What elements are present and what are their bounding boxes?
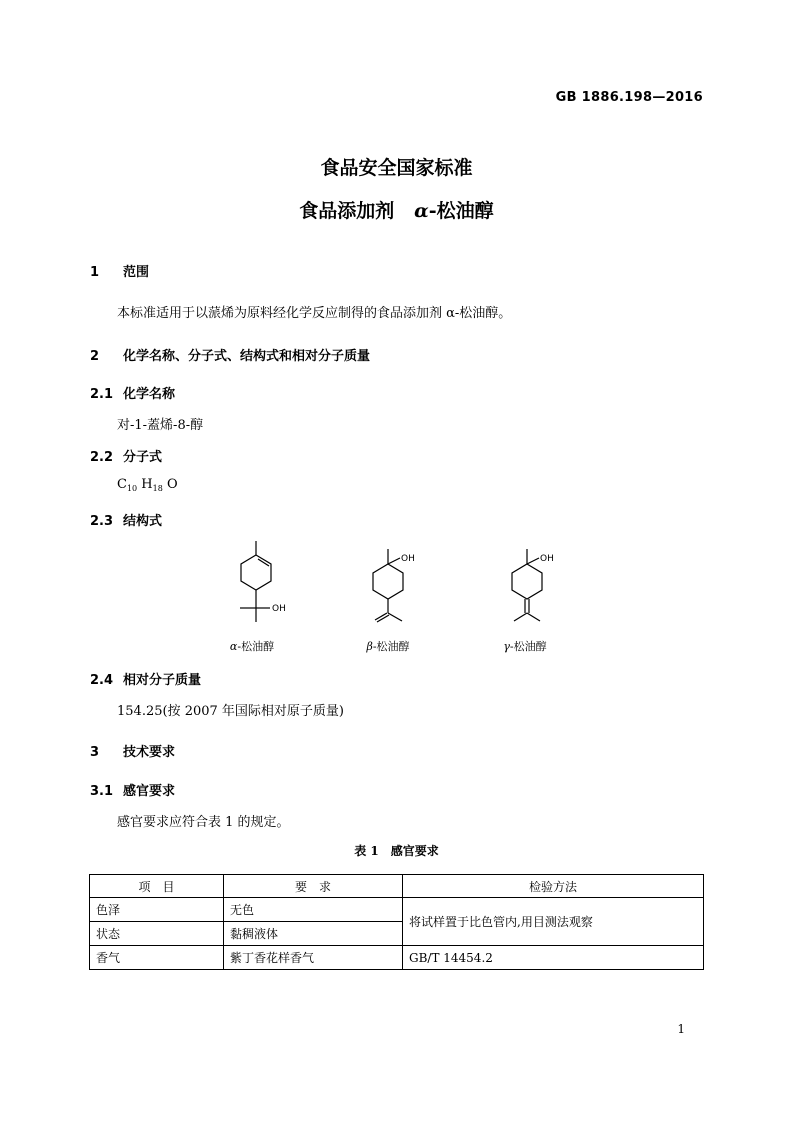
section-2-3-heading [90,510,162,529]
beta-terpineol-structure [358,544,438,634]
section-title: 技术要求 [123,745,176,760]
page-number: 1 [677,1022,685,1036]
section-number: 2.1 [90,387,114,402]
section-title: 相对分子质量 [123,673,202,688]
section-2-2-heading [90,446,162,465]
section-number: 2.4 [90,673,114,688]
table-cell: 黏稠液体 [224,922,403,946]
section-number: 3.1 [90,784,114,799]
table-cell: 紫丁香花样香气 [224,946,403,970]
table-header: 要 求 [224,875,403,898]
section-title: 感官要求 [123,784,176,799]
section-1-text: 本标准适用于以蒎烯为原料经化学反应制得的食品添加剂 α-松油醇。 [117,306,512,321]
document-subtitle [0,196,793,223]
section-1-heading [90,261,149,280]
molecular-formula: $C_{10}$ $H_{18}$ O [117,477,178,493]
document-title: 食品安全国家标准 [320,157,473,179]
sensory-requirements-table [89,874,704,970]
section-title: 范围 [123,265,150,280]
table-header-row [90,875,704,898]
oh-label: OH [401,554,415,564]
table-cell: 香气 [90,946,224,970]
molecular-mass: 154.25(按 2007 年国际相对原子质量) [117,704,344,719]
table-cell: 无色 [224,898,403,922]
table-caption: 表 1 感官要求 [354,844,439,858]
section-title: 化学名称 [123,387,176,402]
chemical-name: 对-1-蓋烯-8-醇 [117,418,204,433]
section-title: 结构式 [123,514,163,529]
subtitle-suffix: -松油醇 [428,200,494,222]
section-3-heading [90,741,175,760]
section-number: 2.2 [90,450,114,465]
section-number: 2 [90,349,100,364]
table-row [90,898,704,922]
table-cell-merged: 将试样置于比色管内,用目测法观察 [403,898,704,946]
table-row [90,946,704,970]
subtitle-prefix: 食品添加剂 [299,200,395,222]
beta-terpineol-label: β-松油醇 [366,640,410,653]
section-number: 2.3 [90,514,114,529]
gamma-terpineol-structure [497,544,577,634]
section-3-1-heading [90,780,175,799]
table-cell: GB/T 14454.2 [403,946,704,970]
table-header: 项 目 [90,875,224,898]
section-number: 3 [90,745,100,760]
alpha-terpineol-structure [220,538,300,628]
alpha-terpineol-label: α-松油醇 [229,640,275,653]
section-3-1-text: 感官要求应符合表 1 的规定。 [117,815,290,830]
standard-number: GB 1886.198—2016 [555,90,703,105]
table-header: 检验方法 [403,875,704,898]
gamma-terpineol-label: γ-松油醇 [503,640,547,653]
section-title: 化学名称、分子式、结构式和相对分子质量 [123,349,371,364]
subtitle-alpha: α [414,200,429,222]
section-number: 1 [90,265,100,280]
table-cell: 色泽 [90,898,224,922]
oh-label: OH [272,604,286,614]
section-2-1-heading [90,383,175,402]
section-2-4-heading [90,669,201,688]
section-2-heading [90,345,370,364]
oh-label: OH [540,554,554,564]
table-cell: 状态 [90,922,224,946]
section-title: 分子式 [123,450,163,465]
